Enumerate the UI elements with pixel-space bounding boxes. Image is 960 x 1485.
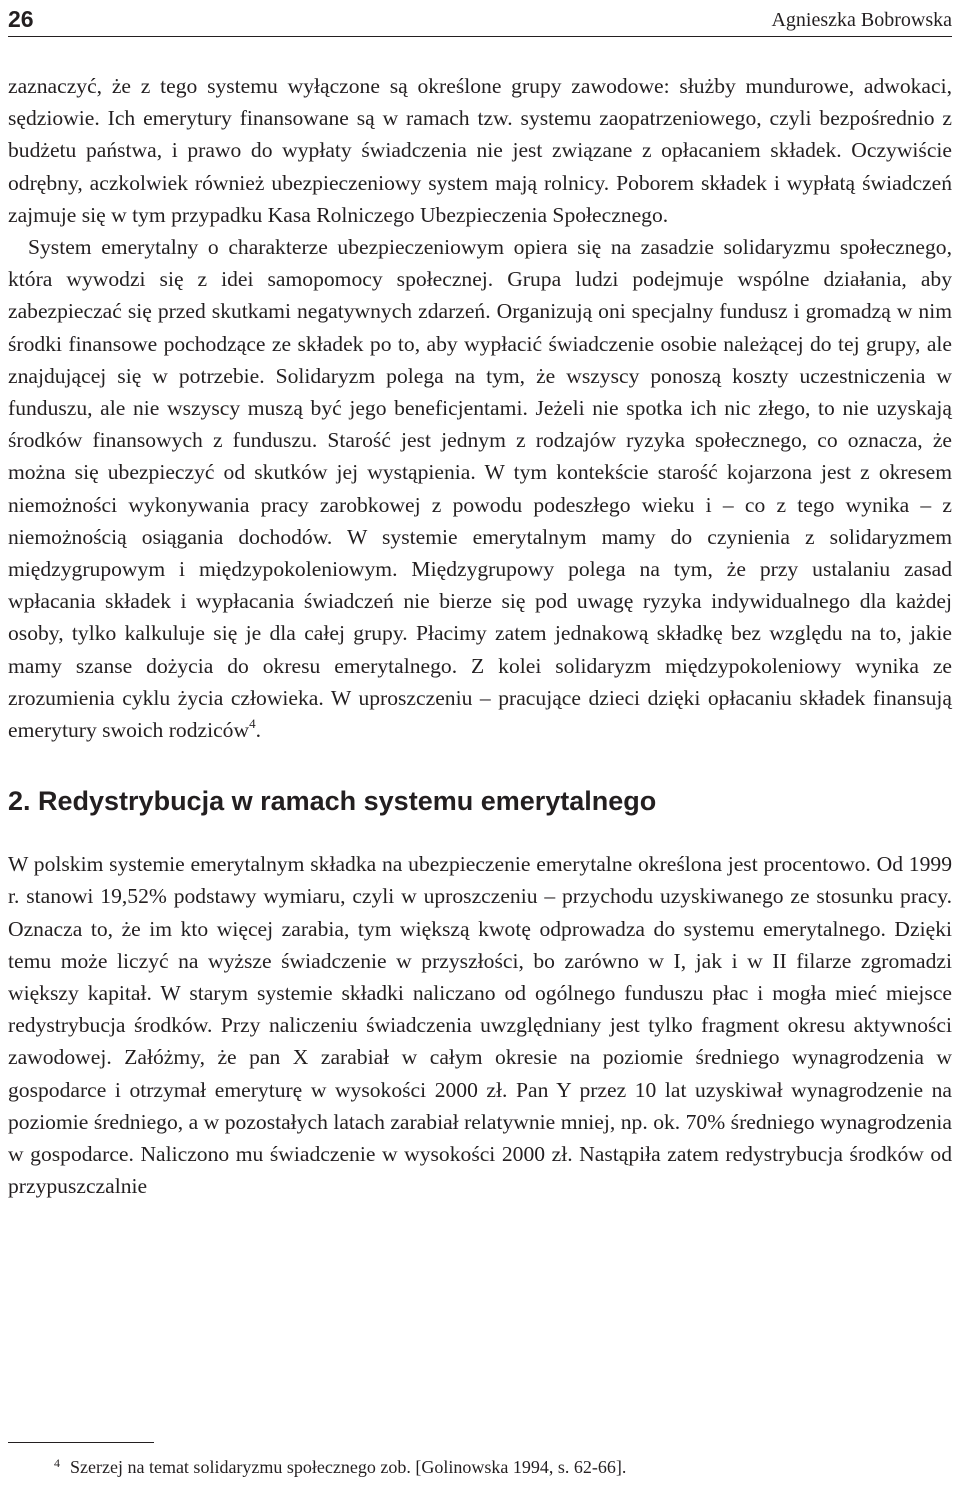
- footnote-number: 4: [54, 1456, 60, 1470]
- running-head-author: Agnieszka Bobrowska: [771, 9, 952, 31]
- paragraph-redistribution: [8, 848, 952, 1202]
- document-page: [8, 0, 952, 1485]
- footnote: [54, 1456, 934, 1480]
- paragraph-2-text: System emerytalny o charakterze ubezpieczeniowym opiera się na zasadzie solidaryzmu społecznego, która wywodzi się z idei samopomocy społecznej. Grupa ludzi podejmuje wspólne działania, aby zabezpieczać się przed skutkami negatywnych zdarzeń. Organizują oni specjalny fundusz i gromadzą w nim środki finansowe pochodzące ze składek po to, aby wypłacić świadczenie osobie należącej do tej grupy, ale znajdującej się w potrzebie. Solidaryzm polega na tym, że wszyscy ponoszą koszty uczestniczenia w funduszu, ale nie wszyscy muszą być jego beneficjentami. Jeżeli nie spotka ich nic złego, to nie uzyskają środków finansowych z funduszu. Starość jest jednym z rodzajów ryzyka społecznego, co oznacza, że można się ubezpieczyć od skutków jej wystąpienia. W tym kontekście starość kojarzona jest z okresem niemożności wykonywania pracy zarobkowej z powodu podeszłego wieku i – co z tego wynika – z niemożnością osiągania dochodów. W systemie emerytalnym mamy do czynienia z solidaryzmem międzygrupowym i międzypokoleniowym. Międzygrupowy polega na tym, że przy ustalaniu zasad wpłacania składek i wypłacania świadczeń nie bierze się pod uwagę ryzyka indywidualnego dla każdej osoby, tylko kalkuluje się je dla całej grupy. Płacimy zatem jednakową składkę bez względu na to, jakie mamy szanse dożycia do okresu emerytalnego. Z kolei solidaryzm międzypokoleniowy wynika ze zrozumienia cyklu życia człowieka. W uproszczeniu – pracujące dzieci dzięki opłacaniu składek finansują emerytury swoich rodziców: [8, 235, 952, 743]
- footnote-text: Szerzej na temat solidaryzmu społecznego zob. [Golinowska 1994, s. 62-66].: [70, 1457, 627, 1477]
- header-rule: [8, 36, 952, 37]
- body-text: [8, 70, 952, 1203]
- footnote-rule: [8, 1442, 154, 1443]
- page-number: 26: [8, 6, 34, 32]
- page-header: [8, 6, 952, 32]
- paragraph-1-text: zaznaczyć, że z tego systemu wyłączone są określone grupy zawodowe: służby mundurowe, adwokaci, sędziowie. Ich emerytury finansowane są w ramach tzw. systemu zaopatrzeniowego, czyli bezpośrednio z budżetu państwa, i prawo do wypłaty świadczenia nie jest związane z opłacaniem składek. Oczywiście odrębny, aczkolwiek również ubezpieczeniowy system mają rolnicy. Poborem składek i wypłatą świadczeń zajmuje się w tym przypadku Kasa Rolniczego Ubezpieczenia Społecznego.: [8, 74, 952, 227]
- paragraph-2-end: .: [255, 718, 261, 743]
- section-heading: 2. Redystrybucja w ramach systemu emerytalnego: [8, 786, 657, 817]
- paragraph-3-text: W polskim systemie emerytalnym składka na ubezpieczenie emerytalne określona jest procentowo. Od 1999 r. stanowi 19,52% podstawy wymiaru, czyli w uproszczeniu – przychodu uzyskiwanego ze stosunku pracy. Oznacza to, że im kto więcej zarabia, tym większą kwotę odprowadza do systemu emerytalnego. Dzięki temu może liczyć na wyższe świadczenie w przyszłości, bo zarówno w I, jak i w II filarze zgromadzi większy kapitał. W starym systemie składki naliczano od ogólnego funduszu płac i mogła mieć miejsce redystrybucja środków. Przy naliczeniu świadczenia uwzględniany jest tylko fragment okresu aktywności zawodowej. Załóżmy, że pan X zarabiał w całym okresie na poziomie średniego wynagrodzenia w gospodarce i otrzymał emeryturę w wysokości 2000 zł. Pan Y przez 10 lat uzyskiwał wynagrodzenie na poziomie średniego, a w pozostałych latach zarabiał relatywnie mniej, np. ok. 70% średniego wynagrodzenia w gospodarce. Naliczono mu świadczenie w wysokości 2000 zł. Nastąpiła zatem redystrybucja środków od przypuszczalnie: [8, 852, 952, 1199]
- footnote-reference[interactable]: 4: [249, 716, 256, 732]
- paragraph-continuation: [8, 70, 952, 231]
- paragraph-solidarity: [8, 231, 952, 746]
